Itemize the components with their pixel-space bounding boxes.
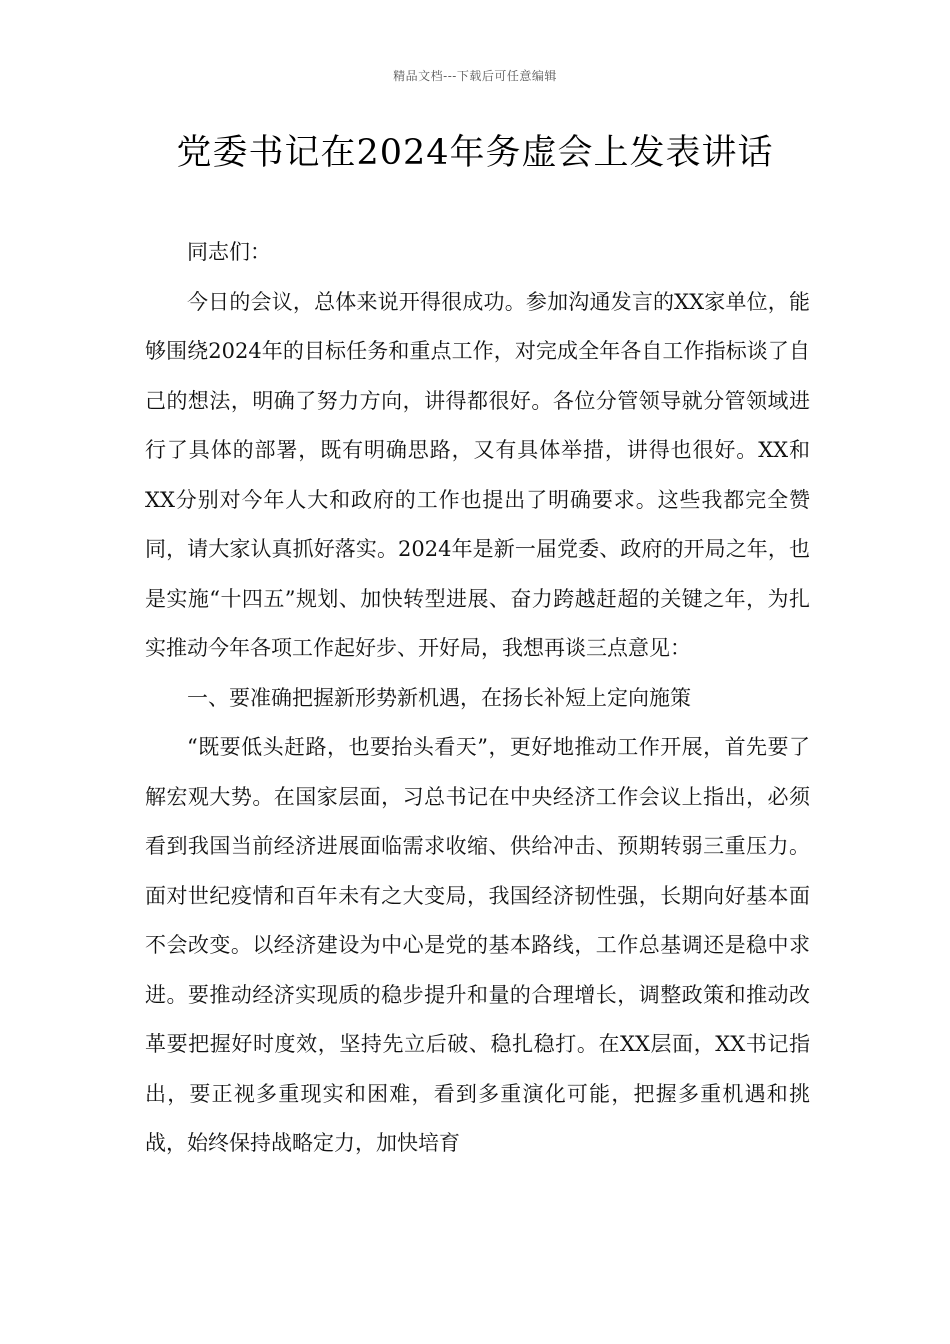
document-body	[145, 228, 810, 1169]
paragraph-opening: 今日的会议，总体来说开得很成功。参加沟通发言的XX家单位，能够围绕2024年的目标任务和重点工作，对完成全年各自工作指标谈了自己的想法，明确了努力方向，讲得都很好。各位分管领导就分管领域进行了具体的部署，既有明确思路，又有具体举措，讲得也很好。XX和XX分别对今年人大和政府的工作也提出了明确要求。这些我都完全赞同，请大家认真抓好落实。2024年是新一届党委、政府的开局之年，也是实施“十四五”规划、加快转型进展、奋力跨越赶超的关键之年，为扎实推动今年各项工作起好步、开好局，我想再谈三点意见：	[145, 289, 810, 660]
salutation: 同志们：	[187, 240, 271, 264]
paragraph-section-1: “既要低头赶路，也要抬头看天”，更好地推动工作开展，首先要了解宏观大势。在国家层面，习总书记在中央经济工作会议上指出，必须看到我国当前经济进展面临需求收缩、供给冲击、预期转弱三重压力。面对世纪疫情和百年未有之大变局，我国经济韧性强，长期向好基本面不会改变。以经济建设为中心是党的基本路线，工作总基调还是稳中求进。要推动经济实现质的稳步提升和量的合理增长，调整政策和推动改革要把握好时度效，坚持先立后破、稳扎稳打。在XX层面，XX书记指出，要正视多重现实和困难，看到多重演化可能，把握多重机遇和挑战，始终保持战略定力，加快培育	[145, 735, 810, 1155]
page-header-note: 精品文档---下载后可任意编辑	[393, 69, 557, 83]
section-heading-1: 一、要准确把握新形势新机遇，在扬长补短上定向施策	[187, 685, 691, 710]
document-title: 党委书记在2024年务虚会上发表讲话	[176, 133, 774, 173]
